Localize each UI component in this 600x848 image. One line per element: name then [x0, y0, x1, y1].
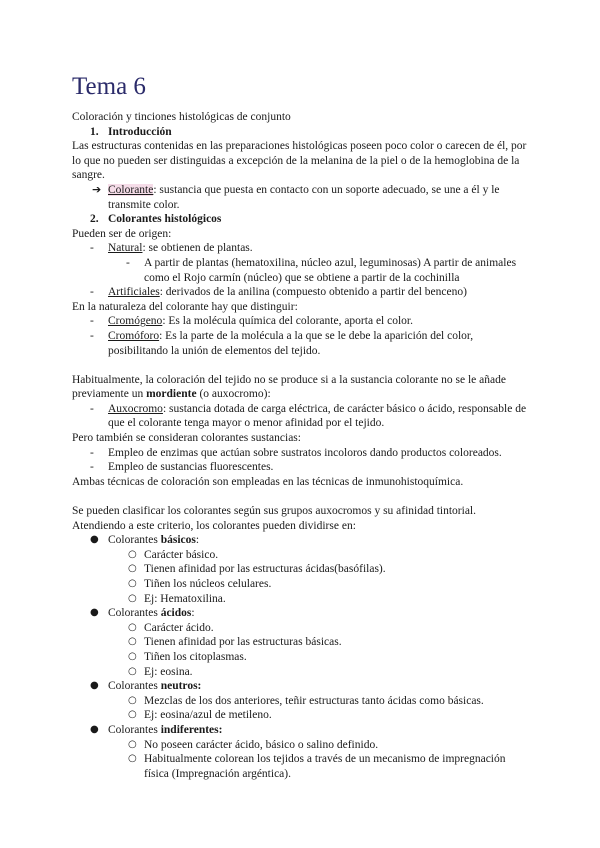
origin-intro: Pueden ser de origen:: [72, 227, 172, 240]
bullet-icon: ●: [90, 607, 99, 619]
list-item-artificiales: - Artificiales: derivados de la anilina (compuesto obtenido a partir del benceno): [90, 286, 467, 299]
classify-intro: Se pueden clasificar los colorantes según sus grupos auxocromos y su afinidad tintorial. Atendiendo a este criterio, los colorantes pueden dividirse en:: [72, 505, 477, 532]
colorante-term: Colorante: [108, 183, 154, 196]
section-1-heading: 1. Introducción: [90, 125, 172, 138]
mordiente-paragraph: Habitualmente, la coloración del tejido no se produce si a la sustancia colorante no se le añade previamente un mordiente (o auxocromo):: [72, 373, 506, 401]
circle-icon: ○: [128, 548, 137, 560]
group-acidos: ● Colorantes ácidos:: [90, 607, 195, 620]
list-item: ○ Tienen afinidad por las estructuras básicas.: [128, 636, 342, 649]
circle-icon: ○: [128, 636, 137, 648]
list-item: ○ Tienen afinidad por las estructuras ácidas(basófilas).: [128, 563, 386, 576]
list-item-natural-sub: - A partir de plantas (hematoxilina, núcleo azul, leguminosas) A partir de animales como el Rojo carmín (núcleo) que se obtiene a partir de la cochinilla: [126, 256, 517, 284]
circle-icon: ○: [128, 709, 137, 721]
document-body: [72, 110, 530, 781]
list-item: ○ Habitualmente colorean los tejidos a través de un mecanismo de impregnación física (Impregnación argéntica).: [128, 753, 506, 780]
spacer: [72, 489, 530, 504]
circle-icon: ○: [128, 578, 137, 589]
arrow-icon: ➔: [92, 182, 102, 196]
group-neutros: ● Colorantes neutros:: [90, 680, 202, 693]
group-basicos: ● Colorantes básicos:: [90, 534, 200, 547]
group-indiferentes: ● Colorantes indiferentes:: [90, 723, 223, 736]
list-item-natural: - Natural: se obtienen de plantas.: [90, 242, 253, 255]
list-item: ○ Carácter ácido.: [128, 621, 214, 634]
list-item: ○ No poseen carácter ácido, básico o salino definido.: [128, 738, 379, 751]
section-1-paragraph: Las estructuras contenidas en las preparaciones histológicas poseen poco color o carecen de él, por lo que no pueden ser distinguidas a excepción de la melanina de la piel o de la hemoglobina de la sangre.: [72, 140, 527, 182]
spacer: [72, 358, 530, 373]
list-item-auxocromo: - Auxocromo: sustancia dotada de carga eléctrica, de carácter básico o ácido, responsable de que el colorante tenga mayor o menor afinidad por el tejido.: [90, 402, 527, 430]
circle-icon: ○: [128, 621, 137, 633]
list-item: ○ Tiñen los citoplasmas.: [128, 650, 247, 663]
also-intro: Pero también se consideran colorantes sustancias:: [72, 432, 301, 445]
both-techniques-line: Ambas técnicas de coloración son empleadas en las técnicas de inmunohistoquímica.: [72, 475, 464, 488]
circle-icon: ○: [128, 694, 137, 706]
nature-intro: En la naturaleza del colorante hay que distinguir:: [72, 300, 298, 313]
circle-icon: ○: [128, 665, 137, 677]
list-item-fluorescentes: - Empleo de sustancias fluorescentes.: [90, 461, 274, 474]
list-item-cromogeno: - Cromógeno: Es la molécula química del colorante, aporta el color.: [90, 315, 413, 328]
circle-icon: ○: [128, 563, 137, 575]
list-item: ○ Ej: Hematoxilina.: [128, 592, 226, 605]
subtitle: Coloración y tinciones histológicas de conjunto: [72, 111, 291, 123]
bullet-icon: ●: [90, 723, 99, 735]
bullet-icon: ●: [90, 534, 99, 546]
page-title: Tema 6: [72, 73, 146, 100]
bullet-icon: ●: [90, 680, 99, 692]
section-2-heading: 2. Colorantes histológicos: [90, 213, 222, 226]
list-item: ○ Ej: eosina.: [128, 665, 193, 678]
list-item: ○ Ej: eosina/azul de metileno.: [128, 709, 272, 722]
colorante-definition: ➔ Colorante: sustancia que puesta en contacto con un soporte adecuado, se une a él y le transmite color.: [92, 182, 500, 211]
list-item: ○ Carácter básico.: [128, 548, 219, 561]
list-item-cromoforo: - Cromóforo: Es la parte de la molécula a la que se le debe la aparición del color, posibilitando la unión de elementos del tejido.: [90, 329, 474, 357]
circle-icon: ○: [128, 753, 137, 765]
list-item: ○ Mezclas de los dos anteriores, teñir estructuras tanto ácidas como básicas.: [128, 694, 484, 707]
circle-icon: ○: [128, 592, 137, 604]
list-item-enzimas: - Empleo de enzimas que actúan sobre sustratos incoloros dando productos coloreados.: [90, 446, 502, 459]
circle-icon: ○: [128, 738, 137, 750]
circle-icon: ○: [128, 650, 137, 662]
list-item: ○ Tiñen los núcleos celulares.: [128, 578, 272, 590]
